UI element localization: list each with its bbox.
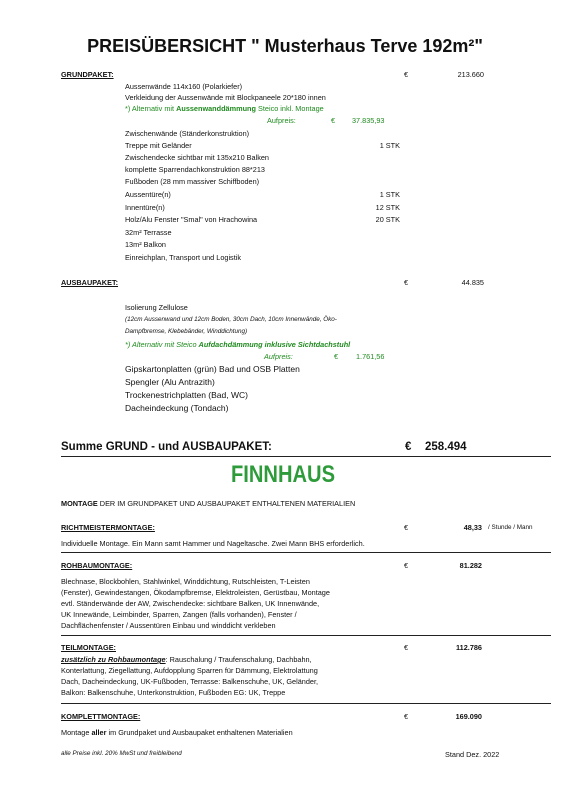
- grundpaket-heading: GRUNDPAKET:: [61, 70, 114, 79]
- grundpaket-price: 213.660: [457, 70, 484, 79]
- footer-note: alle Preise inkl. 20% MwSt und freibleibend: [61, 750, 182, 757]
- grundpaket-line: Zwischenwände (Ständerkonstruktion): [125, 129, 250, 138]
- ausbaupaket-aufpreis-euro: €: [334, 352, 339, 361]
- rohbau-divider: [61, 635, 551, 636]
- ausbaupaket-price: 44.835: [461, 278, 484, 287]
- richtmeister-value: 48,33: [463, 523, 482, 532]
- ausbaupaket-heading: AUSBAUPAKET:: [61, 278, 119, 287]
- teil-heading: TEILMONTAGE:: [61, 643, 116, 652]
- teil-line: zusätzlich zu Rohbaumontage: Rauschalung / Traufenschalung, Dachbahn,: [61, 655, 312, 664]
- grundpaket-aufpreis-label: Aufpreis:: [267, 116, 296, 125]
- komplett-description: Montage aller im Grundpaket und Ausbaupaket enthaltenen Materialien: [61, 728, 293, 737]
- grundpaket-aufpreis-euro: €: [331, 116, 336, 125]
- grundpaket-line: Treppe mit Geländer: [125, 141, 192, 150]
- ausbaupaket-line: Trockenestrichplatten (Bad, WC): [125, 390, 248, 400]
- grundpaket-line: 32m² Terrasse: [125, 228, 172, 237]
- footer-date: Stand Dez. 2022: [445, 750, 500, 759]
- komplett-euro: €: [404, 712, 409, 721]
- grundpaket-line: Fußboden (28 mm massiver Schiffboden): [125, 177, 260, 186]
- qty-aussentuer: 1 STK: [379, 190, 400, 199]
- ausbaupaket-alternative: *) Alternativ mit Steico Aufdachdämmung inklusive Sichtdachstuhl: [125, 340, 351, 349]
- logo-wordmark: FINNHAUS: [231, 461, 335, 488]
- ausbaupaket-line: Spengler (Alu Antrazith): [125, 377, 215, 387]
- grundpaket-line: Einreichplan, Transport und Logistik: [125, 253, 242, 262]
- komplett-heading: KOMPLETTMONTAGE:: [61, 712, 141, 721]
- grundpaket-line: 13m² Balkon: [125, 240, 166, 249]
- richtmeister-heading: RICHTMEISTERMONTAGE:: [61, 523, 155, 532]
- richtmeister-description: Individuelle Montage. Ein Mann samt Hammer und Nageltasche. Zwei Mann BHS erforderlich.: [61, 539, 365, 548]
- grundpaket-aufpreis-value: 37.835,93: [352, 116, 385, 125]
- rohbau-line: UK Innewände, Leimbinder, Sparren, Zangen (falls vorhanden), Fenster /: [61, 610, 297, 619]
- ausbaupaket-line: Dacheindeckung (Tondach): [125, 403, 229, 413]
- komplett-value: 169.090: [455, 712, 482, 721]
- teil-value: 112.786: [456, 643, 482, 652]
- richtmeister-euro: €: [404, 523, 409, 532]
- ausbaupaket-euro: €: [404, 278, 409, 287]
- page-title: PREISÜBERSICHT " Musterhaus Terve 192m²": [87, 36, 483, 56]
- teil-line: Balkon: Balkenschuhe, Unterkonstruktion, Fußboden EG: UK, Treppe: [61, 688, 286, 697]
- grundpaket-line: Aussenwände 114x160 (Polarkiefer): [125, 82, 243, 91]
- teil-line: Konterlattung, Ziegellattung, Aufdopplung Sparren für Dämmung, Elektrolattung: [61, 666, 318, 675]
- ausbaupaket-aufpreis-label: Aufpreis:: [264, 352, 293, 361]
- summe-label: Summe GRUND - und AUSBAUPAKET:: [61, 441, 272, 453]
- rohbau-line: Blechnase, Blockbohlen, Stahlwinkel, Winddichtung, Rutschleisten, T-Leisten: [61, 577, 310, 586]
- teil-divider: [61, 703, 551, 704]
- finnhaus-logo: [228, 459, 338, 489]
- grundpaket-euro: €: [404, 70, 409, 79]
- ausbaupaket-line: Gipskartonplatten (grün) Bad und OSB Platten: [125, 364, 300, 374]
- summe-divider: [61, 456, 551, 457]
- rohbau-heading: ROHBAUMONTAGE:: [61, 561, 133, 570]
- ausbaupaket-detail: Dampfbremse, Klebebänder, Winddichtung): [125, 328, 248, 335]
- teil-euro: €: [404, 643, 409, 652]
- qty-fenster: 20 STK: [375, 215, 400, 224]
- grundpaket-line: Holz/Alu Fenster "Smal" von Hrachowina: [125, 215, 258, 224]
- qty-innentuer: 12 STK: [375, 203, 400, 212]
- rohbau-euro: €: [404, 561, 409, 570]
- grundpaket-line: komplette Sparrendachkonstruktion 88*213: [125, 165, 265, 174]
- rohbau-value: 81.282: [459, 561, 482, 570]
- montage-heading: MONTAGE DER IM GRUNDPAKET UND AUSBAUPAKET ENTHALTENEN MATERIALIEN: [61, 499, 356, 508]
- grundpaket-line: Aussentüre(n): [125, 190, 171, 199]
- grundpaket-alternative: *) Alternativ mit Aussenwanddämmung Steico inkl. Montage: [125, 104, 324, 113]
- rohbau-line: evtl. Ständerwände der AW, Zwischendecke: sichtbare Balken, UK Innenwände,: [61, 599, 320, 608]
- ausbaupaket-aufpreis-value: 1.761,56: [356, 352, 385, 361]
- rohbau-line: (Fenster), Gewindestangen, Ökodampfbremse, Elektroleisten, Gerüstbau, Montage: [61, 588, 330, 597]
- richtmeister-divider: [61, 552, 551, 553]
- richtmeister-unit: / Stunde / Mann: [488, 524, 533, 531]
- summe-euro: €: [405, 441, 412, 453]
- ausbaupaket-isolierung: Isolierung Zellulose: [125, 303, 188, 312]
- grundpaket-line: Innentüre(n): [125, 203, 165, 212]
- grundpaket-line: Verkleidung der Aussenwände mit Blockpaneele 20*180 innen: [125, 93, 326, 102]
- ausbaupaket-detail: (12cm Aussenwand und 12cm Boden, 30cm Dach, 10cm Innenwände, Öko-: [125, 316, 337, 323]
- qty-treppe: 1 STK: [379, 141, 400, 150]
- grundpaket-line: Zwischendecke sichtbar mit 135x210 Balken: [125, 153, 269, 162]
- rohbau-line: Dachflächenfenster / Aussentüren Einbau und winddicht verkleben: [61, 621, 276, 630]
- summe-value: 258.494: [425, 441, 467, 453]
- teil-line: Dach, Dacheindeckung, UK-Fußboden, Terrasse: Balkenschuhe, UK, Geländer,: [61, 677, 319, 686]
